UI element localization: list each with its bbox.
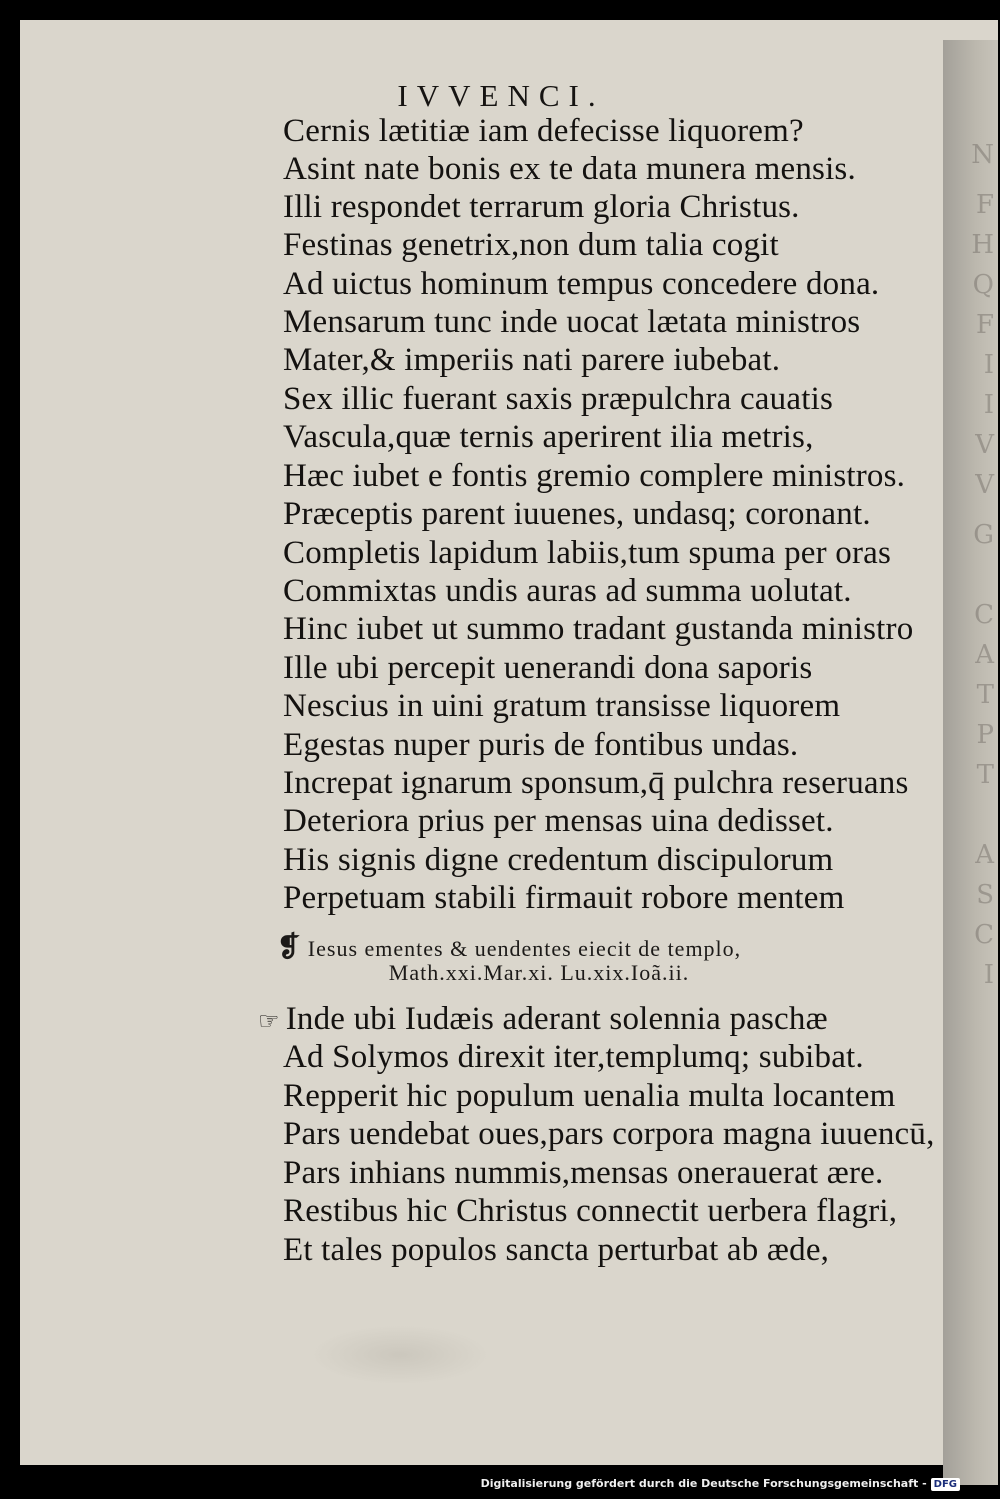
verse-line: Nescius in uini gratum transisse liquorem — [283, 688, 841, 724]
ghost-letter: A — [975, 840, 994, 870]
digitization-credit — [481, 1477, 960, 1491]
verse-line: Asint nate bonis ex te data munera mensis. — [283, 151, 856, 187]
rubric-title: Iesus ementes & uendentes eiecit de templo, — [307, 936, 742, 961]
credit-text: Digitalisierung gefördert durch die Deutsche Forschungsgemeinschaft - — [480, 1477, 927, 1490]
ghost-letter: G — [973, 520, 994, 550]
ghost-letter: S — [976, 880, 994, 910]
ghost-letter: I — [983, 390, 994, 420]
pilcrow-mark: ❡ — [276, 930, 302, 963]
verse-line: Et tales populos sancta perturbat ab æde, — [283, 1232, 830, 1268]
ghost-letter: N — [971, 140, 994, 170]
ghost-letter: T — [976, 760, 994, 790]
verse-line: Præceptis parent iuuenes, undasq; coronant. — [283, 496, 871, 532]
verse-line: Pars inhians nummis,mensas onerauerat ære. — [283, 1155, 884, 1191]
ghost-letter: T — [976, 680, 994, 710]
verse-line: Hinc iubet ut summo tradant gustanda ministro — [283, 611, 914, 647]
chapter-rubric-line-2: Math.xxi.Mar.xi. Lu.xix.Ioã.ii. — [388, 960, 690, 985]
ghost-letter: F — [975, 310, 994, 340]
manicule-icon: ☞ — [258, 1009, 280, 1035]
verse-line: Restibus hic Christus connectit uerbera flagri, — [283, 1193, 898, 1229]
book-page — [20, 20, 998, 1465]
verse-line: Completis lapidum labiis,tum spuma per oras — [283, 535, 892, 571]
verse-line: Mensarum tunc inde uocat lætata ministros — [283, 304, 861, 340]
verse-line: Ad Solymos direxit iter,templumq; subibat. — [283, 1039, 864, 1075]
verse-line: Repperit hic populum uenalia multa locantem — [283, 1078, 896, 1114]
verse-line: Ad uictus hominum tempus concedere dona. — [283, 266, 880, 302]
ghost-letter: V — [975, 470, 994, 500]
ghost-letter: P — [976, 720, 994, 750]
verse-line: Perpetuam stabili firmauit robore mentem — [283, 880, 845, 916]
verse-line: Deteriora prius per mensas uina dedisset. — [283, 803, 834, 839]
verse-line: Commixtas undis auras ad summa uolutat. — [283, 573, 852, 609]
verse-line: Increpat ignarum sponsum,q̄ pulchra reseruans — [283, 765, 909, 801]
ink-smudge — [310, 1325, 490, 1385]
verse-line: Ille ubi percepit uenerandi dona saporis — [283, 650, 813, 686]
verse-line: Hæc iubet e fontis gremio complere ministros. — [283, 458, 906, 494]
chapter-rubric-line-1 — [20, 930, 998, 963]
ghost-letter: A — [975, 640, 994, 670]
ghost-letter: C — [974, 600, 994, 630]
ghost-letter: I — [983, 960, 994, 990]
verse-line: His signis digne credentum discipulorum — [283, 842, 834, 878]
ghost-letter: V — [975, 430, 994, 460]
verse-line: Pars uendebat oues,pars corpora magna iuuencū, — [283, 1116, 935, 1152]
verse-line: Illi respondet terrarum gloria Christus. — [283, 189, 800, 225]
ghost-letter: C — [974, 920, 994, 950]
verse-line: Cernis lætitiæ iam defecisse liquorem? — [283, 113, 804, 149]
dfg-logo: DFG — [931, 1478, 960, 1491]
running-head: IVVENCI. — [397, 78, 605, 113]
verse-line: Festinas genetrix,non dum talia cogit — [283, 227, 779, 263]
ghost-letter: I — [983, 350, 994, 380]
verse-line: Sex illic fuerant saxis præpulchra cauatis — [283, 381, 833, 417]
verse-line — [258, 1000, 828, 1041]
verse-line: Egestas nuper puris de fontibus undas. — [283, 727, 799, 763]
ghost-letter: H — [971, 230, 994, 260]
ghost-letter: F — [975, 190, 994, 220]
verse-line: Vascula,quæ ternis aperirent ilia metris, — [283, 419, 814, 455]
facing-page-edge — [943, 40, 998, 1485]
verse-line: Mater,& imperiis nati parere iubebat. — [283, 342, 781, 378]
ghost-letter: Q — [972, 270, 994, 300]
verse-line-text: Inde ubi Iudæis aderant solennia paschæ — [285, 1001, 828, 1037]
